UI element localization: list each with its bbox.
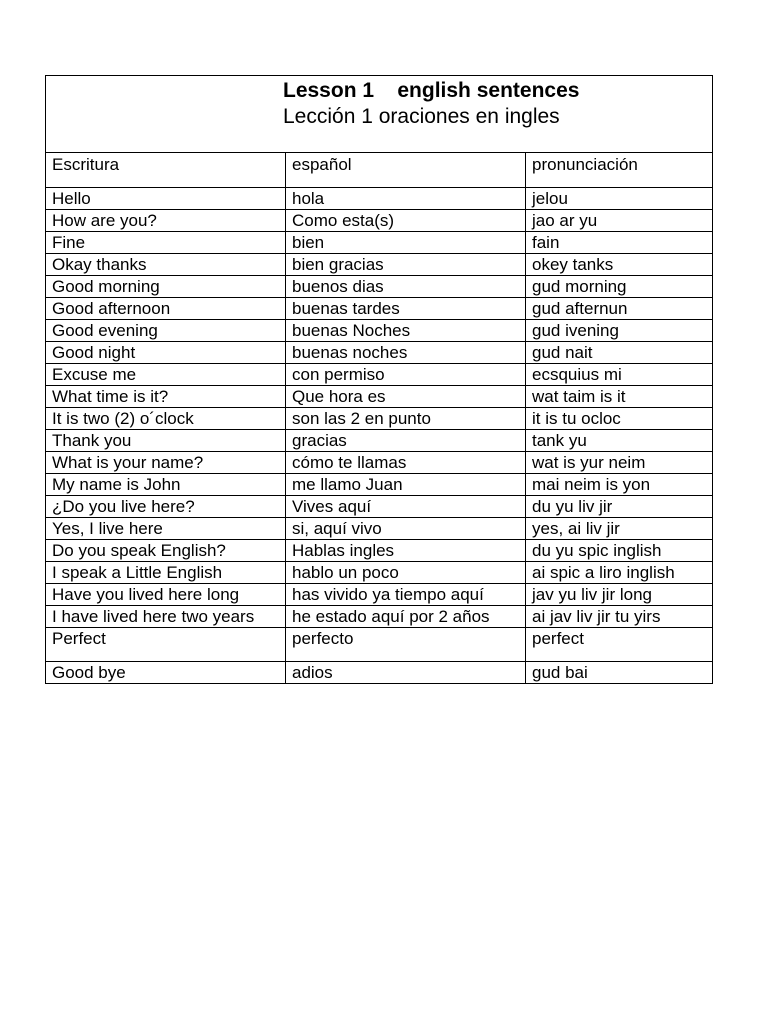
pronunciacion-cell: perfect (526, 628, 713, 662)
table-row (46, 254, 713, 276)
table-row (46, 408, 713, 430)
table-row (46, 452, 713, 474)
escritura-cell: Hello (46, 188, 286, 210)
espanol-cell: me llamo Juan (286, 474, 526, 496)
table-row (46, 540, 713, 562)
escritura-cell: Okay thanks (46, 254, 286, 276)
pronunciacion-cell: gud bai (526, 662, 713, 684)
pronunciacion-cell: du yu spic inglish (526, 540, 713, 562)
espanol-cell: si, aquí vivo (286, 518, 526, 540)
pronunciacion-cell: gud nait (526, 342, 713, 364)
escritura-cell: How are you? (46, 210, 286, 232)
table-row (46, 386, 713, 408)
pronunciacion-cell: du yu liv jir (526, 496, 713, 518)
escritura-cell: Good evening (46, 320, 286, 342)
table-row (46, 562, 713, 584)
espanol-cell: hola (286, 188, 526, 210)
espanol-cell: cómo te llamas (286, 452, 526, 474)
escritura-cell: Good bye (46, 662, 286, 684)
escritura-cell: Excuse me (46, 364, 286, 386)
escritura-cell: What time is it? (46, 386, 286, 408)
pronunciacion-cell: gud morning (526, 276, 713, 298)
pronunciacion-cell: jao ar yu (526, 210, 713, 232)
lesson-table-body (46, 76, 713, 684)
escritura-cell: Do you speak English? (46, 540, 286, 562)
table-row (46, 662, 713, 684)
escritura-cell: Have you lived here long (46, 584, 286, 606)
escritura-cell: I speak a Little English (46, 562, 286, 584)
pronunciacion-cell: ai jav liv jir tu yirs (526, 606, 713, 628)
table-row (46, 276, 713, 298)
escritura-cell: What is your name? (46, 452, 286, 474)
pronunciacion-cell: yes, ai liv jir (526, 518, 713, 540)
pronunciacion-cell: gud afternun (526, 298, 713, 320)
espanol-cell: Vives aquí (286, 496, 526, 518)
table-row (46, 342, 713, 364)
table-row (46, 496, 713, 518)
pronunciacion-cell: tank yu (526, 430, 713, 452)
espanol-cell: hablo un poco (286, 562, 526, 584)
espanol-cell: bien gracias (286, 254, 526, 276)
espanol-cell: adios (286, 662, 526, 684)
espanol-cell: Hablas ingles (286, 540, 526, 562)
table-row (46, 298, 713, 320)
espanol-cell: buenas tardes (286, 298, 526, 320)
table-row (46, 584, 713, 606)
table-row (46, 430, 713, 452)
pronunciacion-cell: fain (526, 232, 713, 254)
pronunciacion-cell: wat is yur neim (526, 452, 713, 474)
espanol-cell: con permiso (286, 364, 526, 386)
escritura-cell: My name is John (46, 474, 286, 496)
pronunciacion-cell: ecsquius mi (526, 364, 713, 386)
espanol-cell: buenas noches (286, 342, 526, 364)
pronunciacion-cell: it is tu ocloc (526, 408, 713, 430)
pronunciacion-cell: jelou (526, 188, 713, 210)
escritura-cell: Good morning (46, 276, 286, 298)
espanol-cell: Como esta(s) (286, 210, 526, 232)
pronunciacion-cell: wat taim is it (526, 386, 713, 408)
table-row (46, 232, 713, 254)
table-row (46, 606, 713, 628)
title-row (46, 76, 713, 153)
espanol-cell: Que hora es (286, 386, 526, 408)
lesson-table (45, 75, 713, 684)
escritura-cell: It is two (2) o´clock (46, 408, 286, 430)
header-pronunciacion: pronunciación (526, 153, 713, 188)
escritura-cell: Good night (46, 342, 286, 364)
espanol-cell: he estado aquí por 2 años (286, 606, 526, 628)
lesson-subtitle: Lección 1 oraciones en ingles (283, 105, 560, 128)
table-row (46, 628, 713, 662)
escritura-cell: Perfect (46, 628, 286, 662)
pronunciacion-cell: ai spic a liro inglish (526, 562, 713, 584)
table-row (46, 320, 713, 342)
pronunciacion-cell: mai neim is yon (526, 474, 713, 496)
pronunciacion-cell: jav yu liv jir long (526, 584, 713, 606)
espanol-cell: perfecto (286, 628, 526, 662)
header-row (46, 153, 713, 188)
table-row (46, 188, 713, 210)
escritura-cell: I have lived here two years (46, 606, 286, 628)
pronunciacion-cell: gud ivening (526, 320, 713, 342)
escritura-cell: Good afternoon (46, 298, 286, 320)
espanol-cell: has vivido ya tiempo aquí (286, 584, 526, 606)
header-espanol: español (286, 153, 526, 188)
escritura-cell: Yes, I live here (46, 518, 286, 540)
escritura-cell: Fine (46, 232, 286, 254)
escritura-cell: Thank you (46, 430, 286, 452)
title-cell (46, 76, 713, 153)
lesson-title: Lesson 1 english sentences (283, 79, 580, 102)
espanol-cell: buenas Noches (286, 320, 526, 342)
pronunciacion-cell: okey tanks (526, 254, 713, 276)
table-row (46, 474, 713, 496)
espanol-cell: buenos dias (286, 276, 526, 298)
escritura-cell: ¿Do you live here? (46, 496, 286, 518)
espanol-cell: gracias (286, 430, 526, 452)
table-row (46, 210, 713, 232)
espanol-cell: son las 2 en punto (286, 408, 526, 430)
espanol-cell: bien (286, 232, 526, 254)
header-escritura: Escritura (46, 153, 286, 188)
table-row (46, 518, 713, 540)
table-row (46, 364, 713, 386)
